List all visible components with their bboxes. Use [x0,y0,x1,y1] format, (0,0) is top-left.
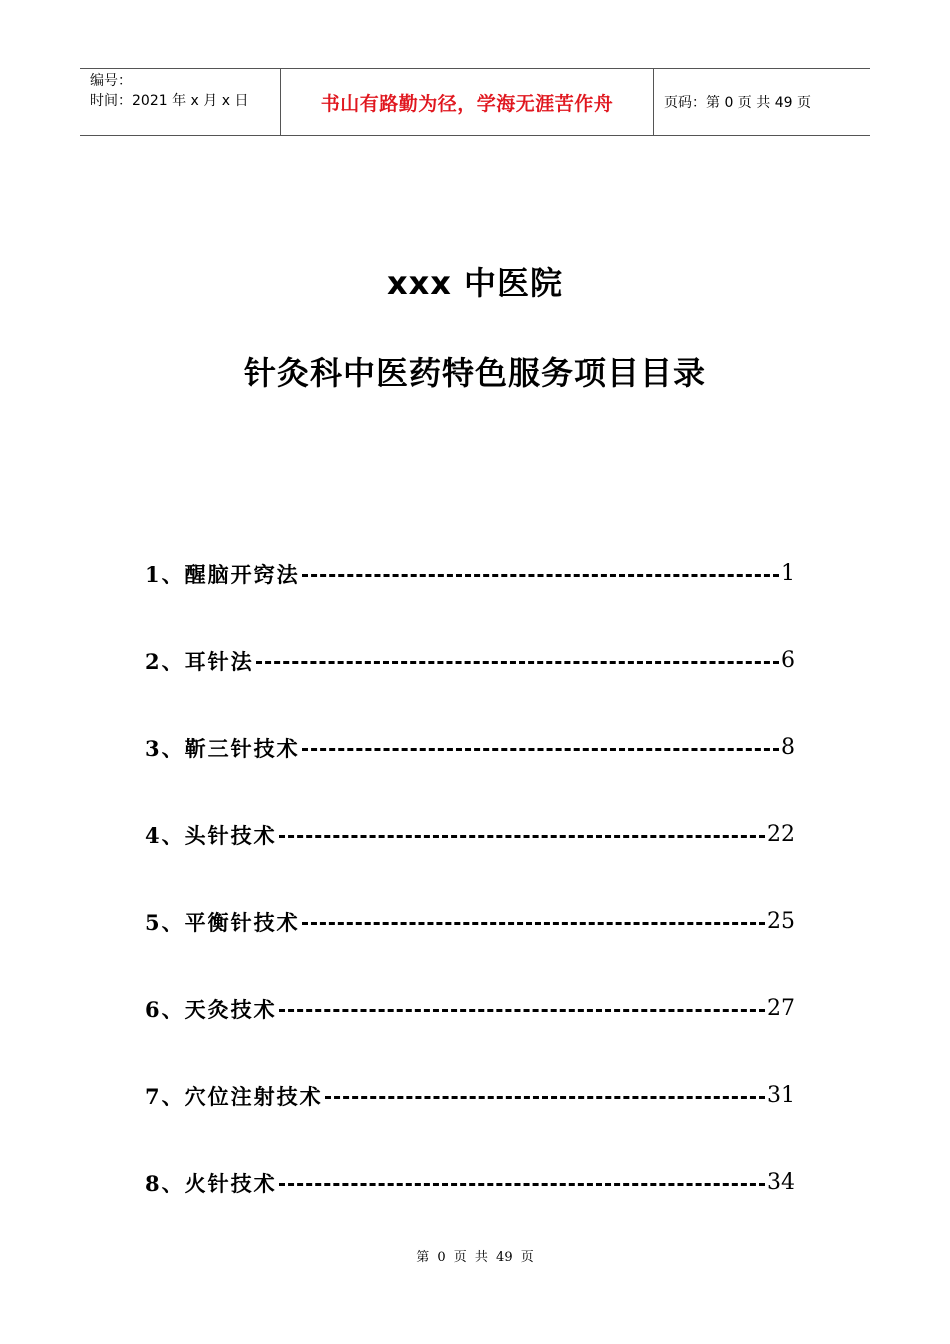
toc-leader-line [256,661,779,664]
document-number-label: 编号： [90,73,132,89]
toc-item-page: 27 [767,996,795,1021]
toc-leader-line [302,574,779,577]
toc-leader-line [279,835,765,838]
toc-leader-line [325,1096,765,1099]
toc-item-label: 6、天灸技术 [145,996,277,1022]
header-motto: 书山有路勤为径，学海无涯苦作舟 [281,69,654,135]
toc-item[interactable] [145,617,795,704]
toc-item-page: 8 [781,735,795,760]
toc-item-page: 31 [767,1083,795,1108]
toc-item-label: 3、靳三针技术 [145,735,300,761]
document-time-label: 时间：2021 年 x 月 x 日 [90,93,249,109]
toc-item[interactable] [145,791,795,878]
toc-item-label: 5、平衡针技术 [145,909,300,935]
toc-item-page: 1 [781,561,795,586]
toc-leader-line [279,1183,765,1186]
toc-item-label: 4、头针技术 [145,822,277,848]
hospital-title: xxx 中医院 [386,264,564,302]
toc-item[interactable] [145,1139,795,1226]
toc-item-label: 7、穴位注射技术 [145,1083,323,1109]
toc-item-label: 8、火针技术 [145,1170,277,1196]
toc-item-page: 25 [767,909,795,934]
header-page-info: 页码：第 0 页 共 49 页 [664,95,811,111]
header-meta [80,69,281,135]
toc-item-page: 34 [767,1170,795,1195]
toc-item-page: 6 [781,648,795,673]
page-footer: 第 0 页 共 49 页 [416,1250,534,1265]
table-of-contents [145,530,795,1226]
toc-item[interactable] [145,878,795,965]
toc-item-label: 2、耳针法 [145,648,254,674]
toc-leader-line [302,922,765,925]
toc-leader-line [279,1009,765,1012]
toc-leader-line [302,748,779,751]
toc-item[interactable] [145,1052,795,1139]
toc-item-label: 1、醒脑开窍法 [145,561,300,587]
toc-item[interactable] [145,704,795,791]
catalog-title: 针灸科中医药特色服务项目目录 [243,354,706,392]
toc-item-page: 22 [767,822,795,847]
toc-item[interactable] [145,530,795,617]
document-header [80,68,870,136]
toc-item[interactable] [145,965,795,1052]
